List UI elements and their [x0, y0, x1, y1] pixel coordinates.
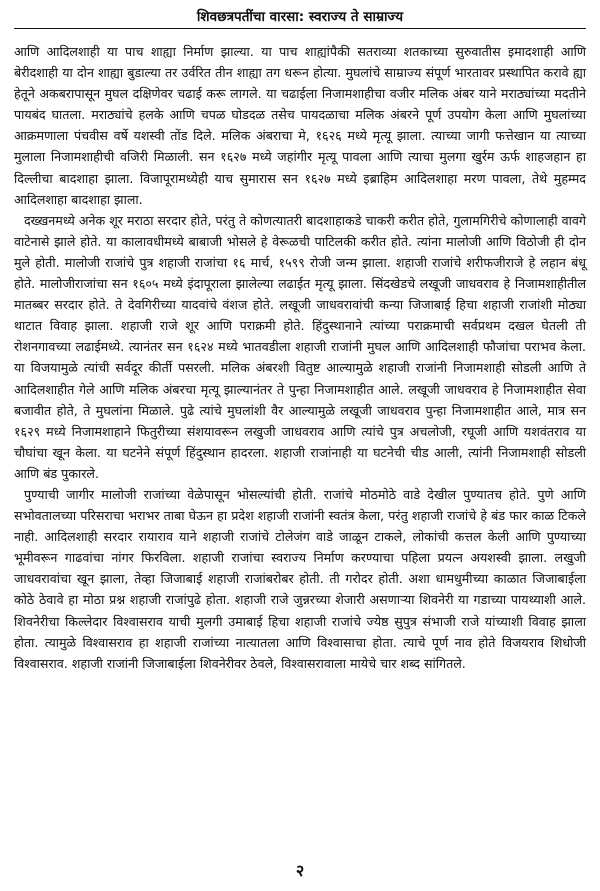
paragraph-3: पुण्याची जागीर मालोजी राजांच्या वेळेपासून भोसल्यांची होती. राजांचे मोठमोठे वाडे देखील पुण्यातच होते. पुणे आणि सभोवतालच्या परिसराचा भराभर ताबा घेऊन हा प्रदेश शहाजी राजांनी स्वतंत्र केला, परंतु शहाजी राजांचे हे बंड फार काळ टिकले नाही. आदिलशाही सरदार रायाराव याने शहाजी राजांचे टोलेजंग वाडे जाळून टाकले, लोकांची कत्तल केली आणि पुण्याच्या भूमीवरून गाढवांचा नांगर फिरविला. शहाजी राजांचा स्वराज्य निर्माण करण्याचा पहिला प्रयत्न अयशस्वी झाला. लखुजी जाधवरावांचा खून झाला, तेव्हा जिजाबाई शहाजी राजांबरोबर होती. ती गरोदर होती. अशा धामधुमीच्या काळात जिजाबाईला कोठे ठेवावे हा मोठा प्रश्न शहाजी राजांपुढे होता. शहाजी राजे जुन्नरच्या शेजारी असणाऱ्या शिवनेरी या गडाच्या पायथ्याशी आले. शिवनेरीचा किल्लेदार विश्वासराव याची मुलगी उमाबाई हिचा शहाजी राजांचे ज्येष्ठ सुपुत्र संभाजी राजे यांच्याशी विवाह झाला होता. त्यामुळे विश्वासराव हा शहाजी राजांच्या नात्यातला आणि विश्वासाचा होता. त्याचे पूर्ण नाव होते विजयराव शिधोजी विश्वासराव. शहाजी राजांनी जिजाबाईला शिवनेरीवर ठेवले, विश्वासरावाला मायेचे चार शब्द सांगितले. — [14, 486, 586, 671]
paragraph-1: आणि आदिलशाही या पाच शाह्या निर्माण झाल्या. या पाच शाह्यांपैकी सतराव्या शतकाच्या सुरुवातीस इमादशाही आणि बेरीदशाही या दोन शाह्या बुडाल्या तर उर्वरित तीन शाह्या तग धरून होत्या. मुघलांचे साम्राज्य संपूर्ण भारतावर प्रस्थापित करावे ह्या हेतूने अकबरापासून मुघल दक्षिणेवर चढाई करू लागले. या चढाईला निजामशाहीचा वजीर मलिक अंबर याने मराठ्यांच्या मदतीने पायबंद घातला. मराठ्यांचे हलके आणि चपळ घोडदळ तसेच पायदळाचा मलिक अंबरने पूर्ण उपयोग केला आणि मुघलांच्या आक्रमणाला पंचवीस वर्षे यशस्वी तोंड दिले. मलिक अंबराचा मे, १६२६ मध्ये मृत्यू झाला. त्याच्या जागी फत्तेखान या त्याच्या मुलाला निजामशाहीची वजिरी मिळाली. सन १६२७ मध्ये जहांगीर मृत्यू पावला आणि त्याचा मुलगा खुर्रम ऊर्फ शाहजहान हा दिल्लीचा बादशाहा झाला. विजापूरामध्येही याच सुमारास सन १६२७ मध्ये इब्राहिम आदिलशाहा मरण पावला, तेथे मुहम्मद आदिलशाहा बादशाहा झाला. — [14, 44, 586, 207]
body-text — [14, 41, 586, 674]
document-page — [14, 6, 586, 885]
page-number: २ — [295, 861, 305, 880]
paragraph-2: दख्खनमध्ये अनेक शूर मराठा सरदार होते, परंतु ते कोणत्यातरी बादशाहाकडे चाकरी करीत होते, गुलामगिरीचे कोणालाही वावगे वाटेनासे झाले होते. या कालावधीमध्ये बाबाजी भोसले हे वेरूळची पाटिलकी करीत होते. त्यांना मालोजी आणि विठोजी ही दोन मुले होती. मालोजी राजांचे पुत्र शहाजी राजांचा १६ मार्च, १५९९ रोजी जन्म झाला. शहाजी राजांचे शरीफजीराजे हे लहान बंधू होते. मालोजीराजांचा सन १६०५ मध्ये इंदापूराला झालेल्या लढाईत मृत्यू झाला. सिंदखेडचे लखूजी जाधवराव हे निजामशाहीतील मातब्बर सरदार होते. ते देवगिरीच्या यादवांचे वंशज होते. लखूजी जाधवरावांची कन्या जिजाबाई हिचा शहाजी राजांशी मोठ्या थाटात विवाह झाला. शहाजी राजे शूर आणि पराक्रमी होते. हिंदुस्थानाने त्यांच्या पराक्रमाची सर्वप्रथम दखल घेतली ती रोशनगावच्या लढाईमध्ये. त्यानंतर सन १६२४ मध्ये भातवडीला शहाजी राजांनी मुघल आणि आदिलशाही फौजांचा पराभव केला. या विजयामुळे त्यांची सर्वदूर कीर्ती पसरली. मलिक अंबरशी वितुष्ट आल्यामुळे शहाजी राजांनी निजामशाही सोडली आणि ते आदिलशाहीत गेले आणि मलिक अंबरचा मृत्यू झाल्यानंतर ते पुन्हा निजामशाहीत आले. लखूजी जाधवराव हे निजामशाहीत सेवा बजावीत होते, ते मुघलांना मिळाले. पुढे त्यांचे मुघलांशी वैर आल्यामुळे लखूजी जाधवराव पुन्हा निजामशाहीत आले, मात्र सन १६२९ मध्ये निजामशाहाने फितुरीच्या संशयावरून लखुजी जाधवराव आणि त्यांचे पुत्र अचलोजी, रघूजी आणि यशवंतराव या चौघांचा खून केला. या घटनेने संपूर्ण हिंदुस्थान हादरला. शहाजी राजांनाही या घटनेची चीड आली, त्यांनी निजामशाही सोडली आणि बंड पुकारले. — [14, 212, 586, 481]
page-header-title: शिवछत्रपतींचा वारसा: स्वराज्य ते साम्राज्य — [14, 6, 586, 29]
